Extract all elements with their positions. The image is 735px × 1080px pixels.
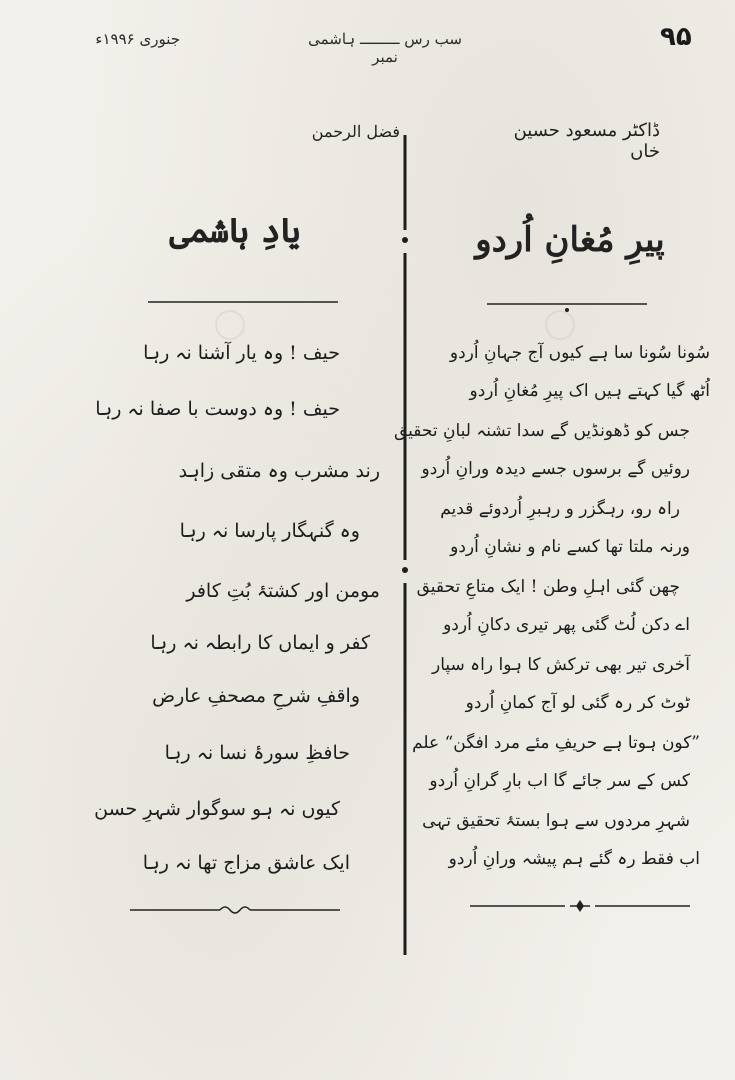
poem-line: حافظِ سورۂ نسا نہ رہا xyxy=(164,742,350,764)
poem-line: ”کون ہوتا ہے حریفِ مئے مرد افگن“ علم xyxy=(412,733,700,753)
page-number: ۹۵ xyxy=(660,22,692,52)
right-poem-title: پیرِ مُغانِ اُردو xyxy=(475,220,665,260)
issue-date: جنوری ۱۹۹۶ء xyxy=(95,30,180,48)
poem-line: حیف ! وہ یار آشنا نہ رہا xyxy=(143,342,340,364)
bleed-through-mark xyxy=(545,310,575,340)
left-poem-title: یادِ ہاشمی xyxy=(169,211,301,251)
poem-line: کفر و ایماں کا رابطہ نہ رہا xyxy=(150,632,370,654)
right-title-rule xyxy=(487,300,647,314)
poem-line: سُونا سُونا سا ہے کیوں آج جہانِ اُردو xyxy=(449,343,710,363)
poem-line: روئیں گے برسوں جسے دیدہ ورانِ اُردو xyxy=(421,459,690,479)
poem-line: رند مشرب وہ متقی زاہد xyxy=(178,460,380,482)
poem-line: کیوں نہ ہو سوگوار شہرِ حسن xyxy=(94,798,340,820)
poem-line: مومن اور کشتۂ بُتِ کافر xyxy=(186,580,380,602)
right-poem-author: ڈاکٹر مسعود حسین خاں xyxy=(513,120,660,162)
bleed-through-mark xyxy=(215,310,245,340)
poem-line: اب فقط رہ گئے ہم پیشہ ورانِ اُردو xyxy=(448,849,700,869)
poem-line: آخری تیر بھی ترکش کا ہوا راہ سپار xyxy=(432,655,690,675)
poem-line: چھن گئی اہلِ وطن ! ایک متاعِ تحقیق xyxy=(416,577,680,597)
poem-line: ٹوٹ کر رہ گئی لو آج کمانِ اُردو xyxy=(465,693,690,713)
column-divider xyxy=(399,135,411,955)
poem-line: واقفِ شرحِ مصحفِ عارض xyxy=(152,685,360,707)
poem-line: کس کے سر جائے گا اب بارِ گرانِ اُردو xyxy=(429,771,690,791)
left-end-ornament xyxy=(130,900,340,920)
poem-line: وہ گنہگار پارسا نہ رہا xyxy=(179,520,360,542)
poem-line: اے دکن لُٹ گئی پھر تیری دکانِ اُردو xyxy=(443,615,690,635)
left-poem-author: فضل الرحمن xyxy=(311,122,400,141)
left-title-rule xyxy=(148,296,338,310)
poem-line: راہ رو، رہگزر و رہبرِ اُردوئے قدیم xyxy=(440,499,680,519)
right-end-ornament xyxy=(470,898,690,918)
poem-line: شہرِ مردوں سے ہوا بستۂ تحقیق تہی xyxy=(422,811,690,831)
poem-line: جس کو ڈھونڈیں گے سدا تشنہ لبانِ تحقیق xyxy=(393,421,690,441)
poem-line: اُٹھ گیا کہتے ہیں اک پیرِ مُغانِ اُردو xyxy=(469,381,710,401)
poem-line: ورنہ ملتا تھا کسے نام و نشانِ اُردو xyxy=(450,537,690,557)
poem-line: حیف ! وہ دوست با صفا نہ رہا xyxy=(95,398,340,420)
poem-line: ایک عاشق مزاج تھا نہ رہا xyxy=(142,852,350,874)
running-head: سب رس ـــــــــ ہاشمی نمبر xyxy=(308,30,462,66)
